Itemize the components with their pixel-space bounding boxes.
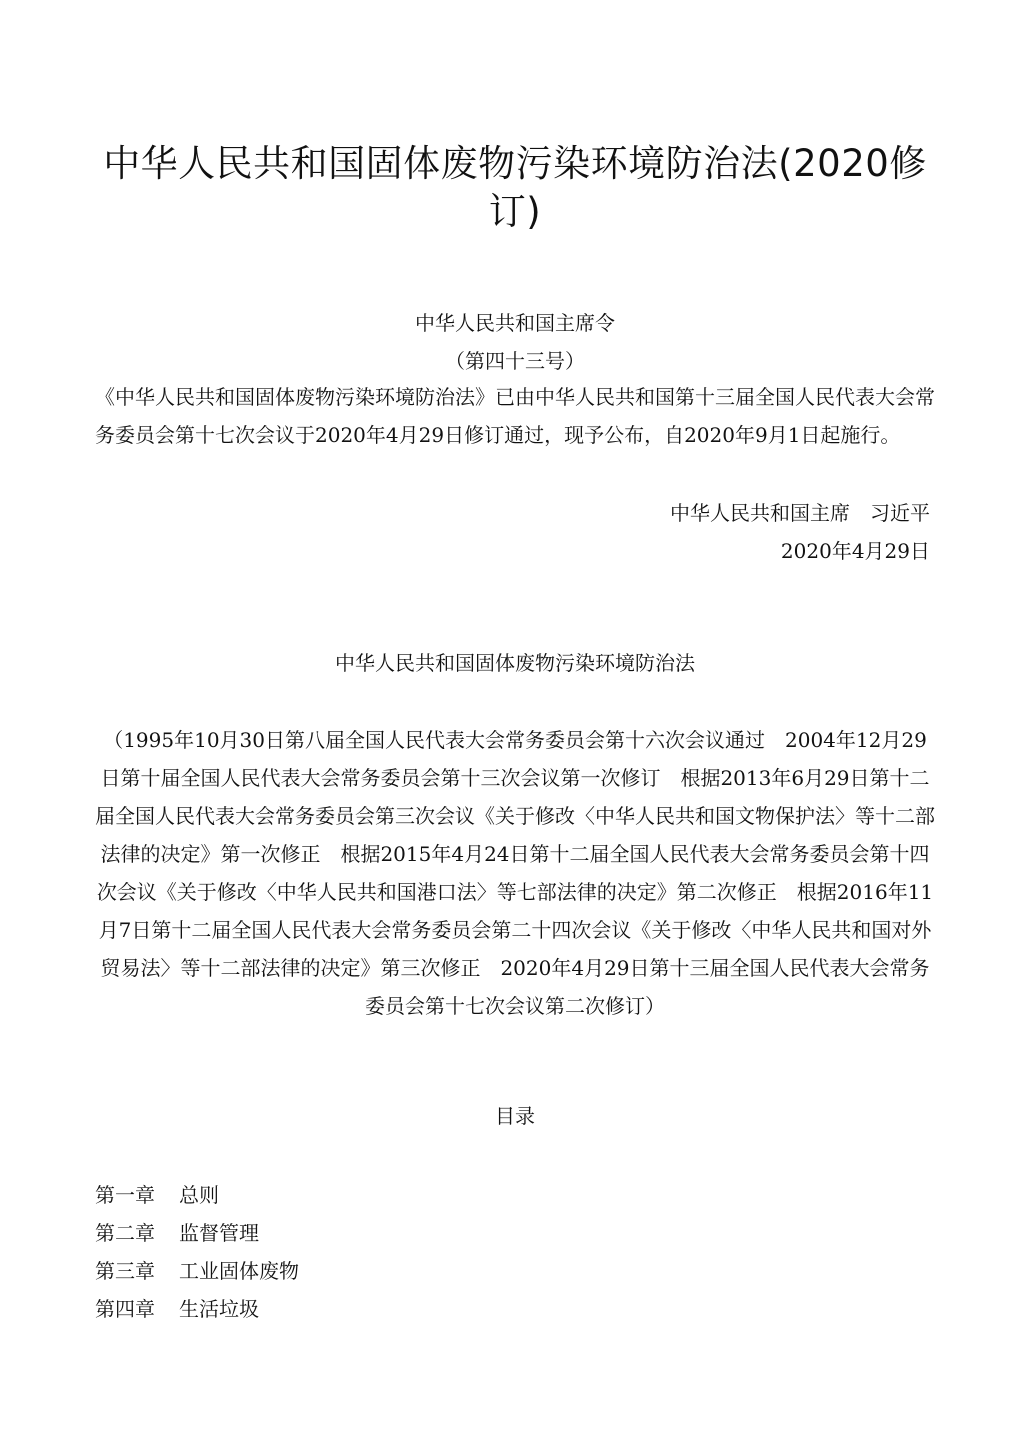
toc-chapter-number: 第四章 bbox=[95, 1297, 155, 1321]
toc-chapter-number: 第三章 bbox=[95, 1259, 155, 1283]
law-title: 中华人民共和国固体废物污染环境防治法 bbox=[335, 651, 695, 675]
decree-heading: 中华人民共和国主席令 bbox=[415, 311, 615, 335]
toc-chapter-name: 总则 bbox=[179, 1183, 219, 1207]
toc-chapter-number: 第二章 bbox=[95, 1221, 155, 1245]
toc-heading: 目录 bbox=[495, 1104, 535, 1128]
toc-chapter-name: 工业固体废物 bbox=[179, 1259, 299, 1283]
toc-item[interactable] bbox=[95, 1214, 299, 1252]
table-of-contents bbox=[95, 1176, 299, 1328]
decree-signature: 中华人民共和国主席 习近平 bbox=[670, 501, 930, 525]
decree-date: 2020年4月29日 bbox=[780, 539, 930, 563]
toc-chapter-name: 监督管理 bbox=[179, 1221, 259, 1245]
toc-item[interactable] bbox=[95, 1176, 299, 1214]
toc-chapter-name: 生活垃圾 bbox=[179, 1297, 259, 1321]
law-history: （1995年10月30日第八届全国人民代表大会常务委员会第十六次会议通过 2004年12月29日第十届全国人民代表大会常务委员会第十三次会议第一次修订 根据2013年6月29日第十二届全国人民代表大会常务委员会第三次会议《关于修改〈中华人民共和国文物保护法〉等十二部法律的决定》第一次修正 根据2015年4月24日第十二届全国人民代表大会常务委员会第十四次会议《关于修改〈中华人民共和国港口法〉等七部法律的决定》第二次修正 根据2016年11月7日第十二届全国人民代表大会常务委员会第二十四次会议《关于修改〈中华人民共和国对外贸易法〉等十二部法律的决定》第三次修正 2020年4月29日第十三届全国人民代表大会常务委员会第十七次会议第二次修订） bbox=[95, 728, 935, 1018]
decree-body: 《中华人民共和国固体废物污染环境防治法》已由中华人民共和国第十三届全国人民代表大会常务委员会第十七次会议于2020年4月29日修订通过，现予公布，自2020年9月1日起施行。 bbox=[95, 385, 935, 447]
toc-item[interactable] bbox=[95, 1252, 299, 1290]
decree-number: （第四十三号） bbox=[445, 349, 585, 373]
toc-chapter-number: 第一章 bbox=[95, 1183, 155, 1207]
toc-item[interactable] bbox=[95, 1290, 299, 1328]
document-title: 中华人民共和国固体废物污染环境防治法(2020修订) bbox=[103, 142, 927, 233]
